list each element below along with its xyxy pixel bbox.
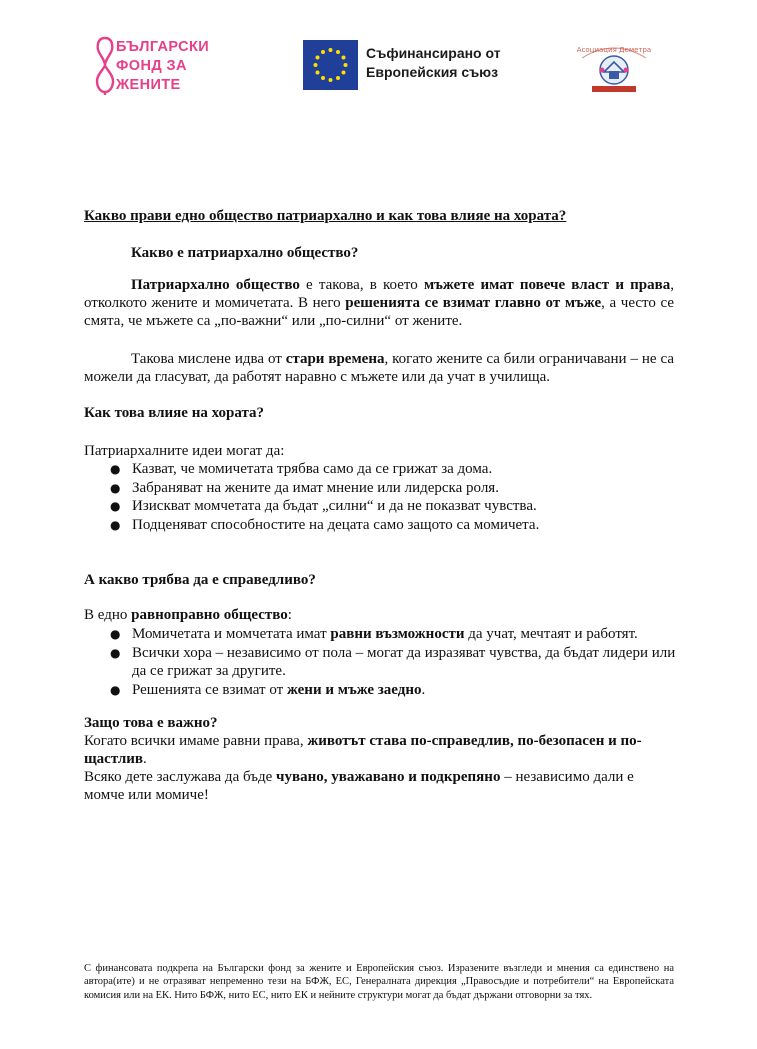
bfw-logo bbox=[92, 34, 232, 96]
bullet-icon: ● bbox=[110, 499, 121, 513]
text-bold: жени и мъже заедно bbox=[286, 681, 422, 698]
page-title: Какво прави едно общество патриархално и как това влияе на хората? bbox=[84, 208, 567, 224]
text: , отколкото жените и момичетата. В него bbox=[84, 277, 674, 311]
section3-intro bbox=[84, 606, 674, 624]
text: Всяко дете заслужава да бъде bbox=[84, 769, 277, 785]
text: да учат, мечтаят и работят. bbox=[464, 626, 638, 642]
text: Решенията се взимат от bbox=[132, 681, 287, 698]
section1-paragraph-2 bbox=[84, 350, 674, 386]
section1-paragraph-1 bbox=[84, 276, 674, 330]
list-item-text: Изискват момчетата да бъдат „силни“ и да не показват чувства. bbox=[132, 498, 537, 514]
text: : bbox=[287, 607, 292, 623]
list-item bbox=[106, 681, 676, 700]
association-demetra-logo bbox=[574, 40, 654, 96]
eu-logo-line-2: Европейския съюз bbox=[366, 64, 499, 80]
text: Момичетата и момчетата имат bbox=[132, 626, 331, 642]
text-bold: равноправно общество bbox=[131, 607, 288, 623]
text: , а често се смята, че мъжете са „по-важни“ или „по-силни“ от жените. bbox=[84, 295, 674, 329]
section2-list bbox=[106, 460, 676, 534]
section4-paragraph-2 bbox=[84, 768, 674, 804]
text: В едно bbox=[84, 607, 132, 623]
bullet-icon: ● bbox=[110, 462, 121, 476]
text: Когато всички имаме равни права, bbox=[84, 733, 308, 749]
list-item-text: Казват, че момичетата трябва само да се грижат за дома. bbox=[132, 461, 493, 477]
list-item bbox=[106, 479, 676, 498]
text-bold: стари времена bbox=[285, 351, 385, 367]
text-bold: чувано, уважавано и подкрепяно bbox=[276, 769, 501, 785]
bullet-icon: ● bbox=[110, 480, 121, 495]
bullet-icon: ● bbox=[110, 517, 121, 532]
list-item bbox=[106, 625, 676, 644]
text: – независимо дали е момче или момиче! bbox=[84, 769, 634, 803]
text: , когато жените са били ограничавани – не са можели да гласуват, да работят наравно с мъжете или да учат в училища. bbox=[84, 351, 674, 385]
svg-text:Асоциация Деметра: Асоциация Деметра bbox=[576, 46, 652, 54]
section3-heading: А какво трябва да е справедливо? bbox=[84, 572, 316, 588]
eu-cofunded-logo bbox=[303, 40, 533, 90]
section4-heading: Защо това е важно? bbox=[84, 715, 218, 731]
text: . bbox=[421, 681, 426, 698]
eu-flag-icon bbox=[303, 40, 358, 90]
list-item-text: Подценяват способностите на децата само защото са момичета. bbox=[132, 516, 540, 533]
text: . bbox=[142, 751, 147, 767]
section4-paragraph-1 bbox=[84, 732, 674, 768]
text-bold: животът става по-справедлив, по-безопасен и по-щастлив bbox=[84, 733, 642, 767]
list-item-text: Забраняват на жените да имат мнение или лидерска роля. bbox=[132, 479, 499, 496]
bullet-icon: ● bbox=[110, 627, 121, 641]
bfw-logo-line-3: ЖЕНИТЕ bbox=[116, 77, 181, 93]
section2-intro: Патриархалните идеи могат да: bbox=[84, 443, 285, 459]
text-bold: Патриархално общество bbox=[131, 277, 300, 293]
text-bold: мъжете имат повече власт и права bbox=[423, 277, 671, 293]
bullet-icon: ● bbox=[110, 682, 121, 697]
bfw-figure-icon bbox=[92, 34, 118, 96]
text-bold: решенията се взимат главно от мъже bbox=[345, 295, 602, 311]
footer-disclaimer: С финансовата подкрепа на Български фонд за жените и Европейския съюз. Изразените възгледи и мнения са единствено на автора(ите) и не отразяват непременно тези на БФЖ, ЕС, Генералната дирекция „Правосъдие и потребители“ на Европейската комисия или на ЕК. Нито БФЖ, нито ЕС, нито ЕК и нейните структури могат да бъдат държани отговорни за тях. bbox=[84, 963, 674, 1001]
text: Такова мислене идва от bbox=[131, 351, 286, 367]
section3-list bbox=[106, 625, 676, 699]
section1-heading: Какво е патриархално общество? bbox=[131, 245, 359, 261]
text-bold: равни възможности bbox=[330, 626, 465, 642]
list-item bbox=[106, 460, 676, 479]
list-item bbox=[106, 497, 676, 516]
bfw-logo-line-1: БЪЛГАРСКИ bbox=[116, 39, 210, 55]
list-item bbox=[106, 516, 676, 535]
text: е такова, в което bbox=[299, 277, 424, 293]
section2-heading: Как това влияе на хората? bbox=[84, 405, 265, 421]
bfw-logo-line-2: ФОНД ЗА bbox=[116, 58, 187, 74]
bullet-icon: ● bbox=[110, 645, 121, 660]
list-item-text: Всички хора – независимо от пола – могат да изразяват чувства, да бъдат лидери или да се грижат за другите. bbox=[132, 644, 676, 679]
list-item bbox=[106, 644, 676, 681]
eu-logo-line-1: Съфинансирано от bbox=[366, 45, 501, 61]
